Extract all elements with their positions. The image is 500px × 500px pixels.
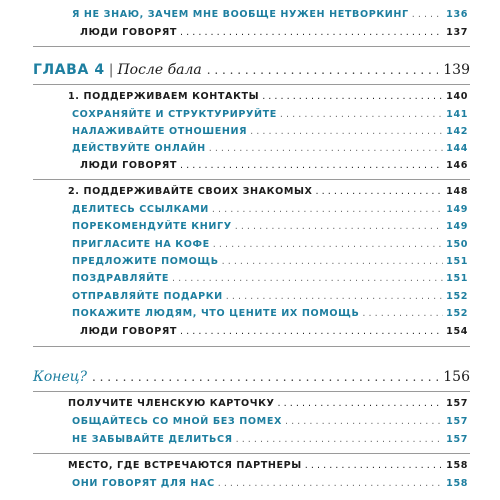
dot-leader <box>305 460 443 472</box>
dot-leader <box>285 416 443 428</box>
chapter-page: 139 <box>443 62 470 78</box>
toc-entry-people-say[interactable] <box>80 326 468 338</box>
toc-entry-page: 136 <box>446 9 468 20</box>
toc-entry-recommend-book[interactable] <box>72 221 468 233</box>
dot-leader <box>250 126 443 138</box>
dot-leader <box>209 143 443 155</box>
toc-entry-save-structure[interactable] <box>72 109 468 121</box>
dot-leader <box>236 434 444 446</box>
toc-entry-title: ПРЕДЛОЖИТЕ ПОМОЩЬ <box>72 256 219 267</box>
toc-entry-offer-help[interactable] <box>72 256 468 268</box>
toc-section-title: МЕСТО, ГДЕ ВСТРЕЧАЮТСЯ ПАРТНЕРЫ <box>68 460 302 471</box>
toc-section-support-acquaintances[interactable] <box>68 186 468 198</box>
toc-entry-page: 157 <box>446 434 468 445</box>
dot-leader <box>180 27 443 39</box>
toc-entry-page: 137 <box>446 27 468 38</box>
toc-entry-title: ОТПРАВЛЯЙТЕ ПОДАРКИ <box>72 291 223 302</box>
toc-entry-title: ПОРЕКОМЕНДУЙТЕ КНИГУ <box>72 221 232 232</box>
toc-entry-build-relations[interactable] <box>72 126 468 138</box>
toc-entry-page: 146 <box>446 160 468 171</box>
divider <box>33 453 470 454</box>
ending-heading[interactable] <box>33 368 470 386</box>
toc-entry-share-links[interactable] <box>72 204 468 216</box>
toc-entry-page: 150 <box>446 239 468 250</box>
divider <box>33 391 470 392</box>
toc-entry-title: ДЕЙСТВУЙТЕ ОНЛАЙН <box>72 143 206 154</box>
toc-entry-title: ЛЮДИ ГОВОРЯТ <box>80 326 178 337</box>
dot-leader <box>226 291 443 303</box>
chapter-heading[interactable] <box>33 61 470 79</box>
dot-leader <box>180 326 443 338</box>
dot-leader <box>212 204 443 216</box>
toc-entry-title: СОХРАНЯЙТЕ И СТРУКТУРИРУЙТЕ <box>72 109 277 120</box>
dot-leader <box>362 308 443 320</box>
toc-section-membership-card[interactable] <box>68 398 468 410</box>
dot-leader <box>235 221 443 233</box>
toc-section-partners-meet[interactable] <box>68 460 468 472</box>
toc-entry-show-appreciation[interactable] <box>72 308 468 320</box>
ending-title: Конец? <box>33 369 88 385</box>
toc-entry-networking-question[interactable] <box>72 9 468 21</box>
toc-section-page: 157 <box>446 398 468 409</box>
toc-entry-remember-share[interactable] <box>72 434 468 446</box>
toc-entry-title: ДЕЛИТЕСЬ ССЫЛКАМИ <box>72 204 209 215</box>
toc-entry-title: ОБЩАЙТЕСЬ СО МНОЙ БЕЗ ПОМЕХ <box>72 416 282 427</box>
toc-entry-title: ПОКАЖИТЕ ЛЮДЯМ, ЧТО ЦЕНИТЕ ИХ ПОМОЩЬ <box>72 308 360 319</box>
dot-leader <box>412 9 443 21</box>
chapter-title: После бала <box>117 62 202 78</box>
dot-leader <box>172 273 443 285</box>
divider <box>33 179 470 180</box>
toc-section-page: 140 <box>446 91 468 102</box>
dot-leader <box>218 478 443 490</box>
toc-entry-page: 142 <box>446 126 468 137</box>
toc-section-title: 2. ПОДДЕРЖИВАЙТЕ СВОИХ ЗНАКОМЫХ <box>68 186 313 197</box>
toc-entry-page: 151 <box>446 273 468 284</box>
toc-entry-talk-freely[interactable] <box>72 416 468 428</box>
dot-leader <box>316 186 444 198</box>
toc-section-title: ПОЛУЧИТЕ ЧЛЕНСКУЮ КАРТОЧКУ <box>68 398 275 409</box>
dot-leader <box>222 256 444 268</box>
dot-leader <box>278 398 444 410</box>
toc-entry-page: 144 <box>446 143 468 154</box>
ending-page: 156 <box>443 369 470 385</box>
toc-entry-page: 149 <box>446 204 468 215</box>
toc-entry-page: 151 <box>446 256 468 267</box>
toc-entry-people-say[interactable] <box>80 27 468 39</box>
dot-leader <box>180 160 443 172</box>
divider <box>33 46 470 47</box>
toc-entry-title: ЛЮДИ ГОВОРЯТ <box>80 27 178 38</box>
toc-entry-they-speak[interactable] <box>72 478 468 490</box>
toc-entry-title: ОНИ ГОВОРЯТ ДЛЯ НАС <box>72 478 215 489</box>
chapter-label: ГЛАВА 4 <box>33 62 105 78</box>
toc-entry-title: ЛЮДИ ГОВОРЯТ <box>80 160 178 171</box>
dot-leader <box>280 109 443 121</box>
toc-entry-page: 149 <box>446 221 468 232</box>
toc-entry-title: ПРИГЛАСИТЕ НА КОФЕ <box>72 239 210 250</box>
toc-entry-invite-coffee[interactable] <box>72 239 468 251</box>
toc-entry-page: 154 <box>446 326 468 337</box>
toc-entry-page: 158 <box>446 478 468 489</box>
toc-section-title: 1. ПОДДЕРЖИВАЕМ КОНТАКТЫ <box>68 91 260 102</box>
toc-entry-title: НЕ ЗАБЫВАЙТЕ ДЕЛИТЬСЯ <box>72 434 233 445</box>
toc-entry-send-gifts[interactable] <box>72 291 468 303</box>
toc-entry-act-online[interactable] <box>72 143 468 155</box>
divider <box>33 346 470 347</box>
toc-entry-title: Я НЕ ЗНАЮ, ЗАЧЕМ МНЕ ВООБЩЕ НУЖЕН НЕТВОРКИНГ <box>72 9 409 20</box>
dot-leader <box>262 91 443 103</box>
dot-leader <box>213 239 443 251</box>
toc-section-page: 158 <box>446 460 468 471</box>
toc-section-page: 148 <box>446 186 468 197</box>
dot-leader <box>207 61 439 79</box>
toc-section-maintain-contacts[interactable] <box>68 91 468 103</box>
toc-entry-page: 152 <box>446 308 468 319</box>
toc-entry-page: 141 <box>446 109 468 120</box>
toc-entry-title: ПОЗДРАВЛЯЙТЕ <box>72 273 169 284</box>
dot-leader <box>92 368 438 386</box>
toc-entry-people-say[interactable] <box>80 160 468 172</box>
toc-entry-page: 157 <box>446 416 468 427</box>
divider <box>33 84 470 85</box>
toc-entry-page: 152 <box>446 291 468 302</box>
toc-entry-title: НАЛАЖИВАЙТЕ ОТНОШЕНИЯ <box>72 126 248 137</box>
chapter-separator: | <box>108 62 114 78</box>
toc-entry-congratulate[interactable] <box>72 273 468 285</box>
